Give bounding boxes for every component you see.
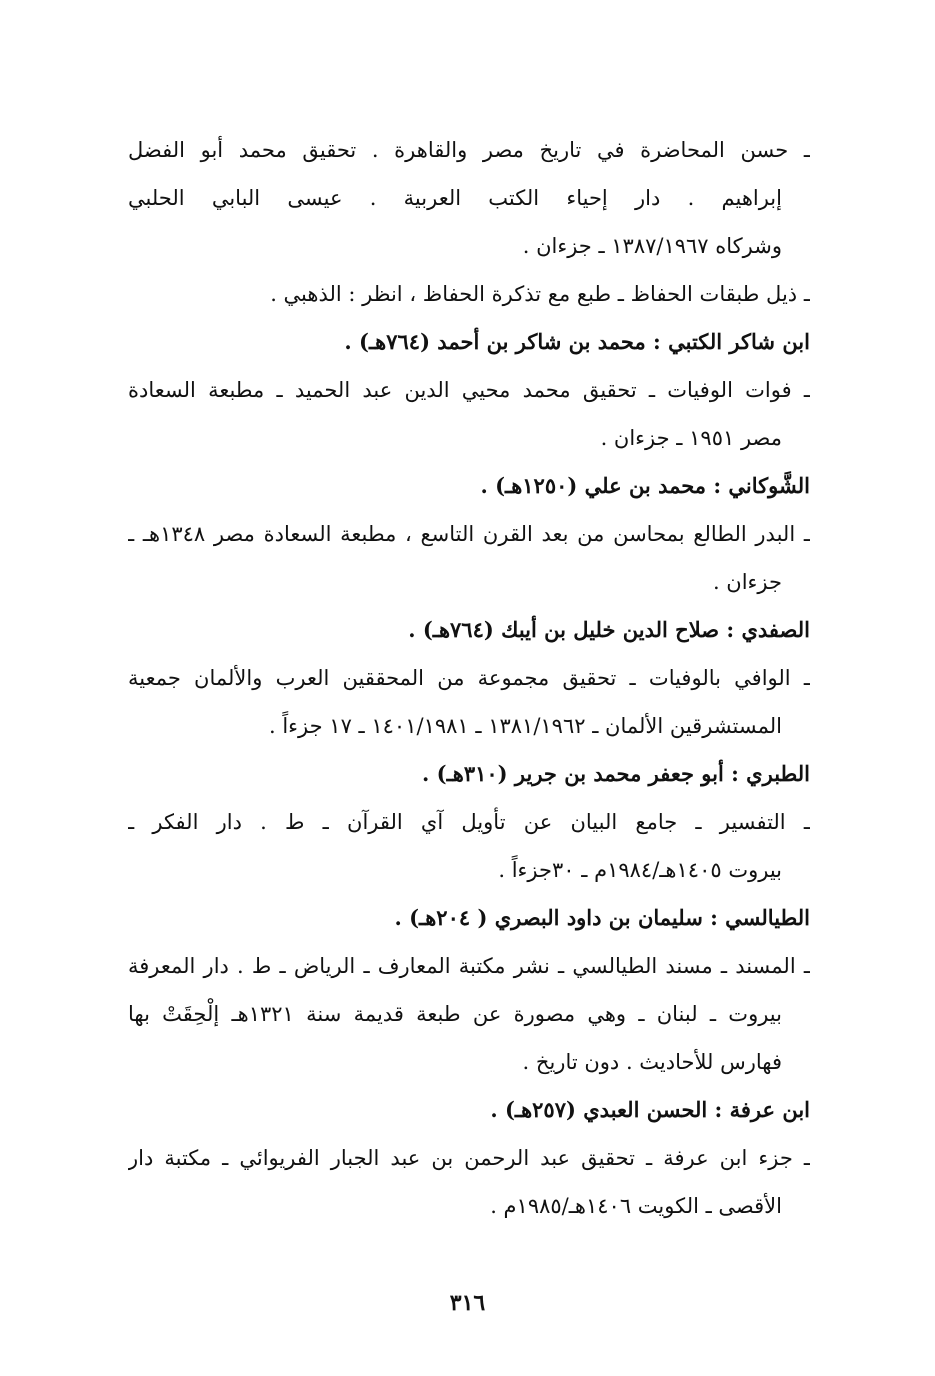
author-heading: ابن شاكر الكتبي : محمد بن شاكر بن أحمد (٧٦٤هـ) . (344, 329, 810, 354)
entry-line: ـ حسن المحاضرة في تاريخ مصر والقاهرة . تحقيق محمد أبو الفضل (128, 138, 810, 162)
bibliography-text (128, 126, 810, 1230)
entry-line: فهارس للأحاديث . دون تاريخ . (522, 1050, 782, 1074)
entry-line: ـ التفسير ـ جامع البيان عن تأويل آي القرآن ـ ط . دار الفكر ـ (128, 810, 810, 834)
author-heading: الطيالسي : سليمان بن داود البصري ( ٢٠٤هـ) . (394, 905, 810, 930)
author-heading: الطبري : أبو جعفر محمد بن جرير (٣١٠هـ) . (422, 761, 810, 786)
entry-line: ـ الوافي بالوفيات ـ تحقيق مجموعة من المحققين العرب والألمان جمعية (128, 666, 810, 690)
author-heading: الشَّوكاني : محمد بن علي (١٢٥٠هـ) . (480, 473, 810, 498)
entry-line: ـ فوات الوفيات ـ تحقيق محمد محيي الدين عبد الحميد ـ مطبعة السعادة (128, 378, 810, 402)
entry-line: المستشرقين الألمان ـ ١٣٨١/١٩٦٢ ـ ١٤٠١/١٩٨١ ـ ١٧ جزءاً . (268, 714, 782, 738)
entry-line: ـ البدر الطالع بمحاسن من بعد القرن التاسع ، مطبعة السعادة مصر ١٣٤٨هـ ـ (128, 522, 810, 546)
entry-line: ـ جزء ابن عرفة ـ تحقيق عبد الرحمن بن عبد الجبار الفريوائي ـ مكتبة دار (128, 1146, 810, 1170)
entry-line: ـ المسند ـ مسند الطيالسي ـ نشر مكتبة المعارف ـ الرياض ـ ط . دار المعرفة (128, 954, 810, 978)
entry-line: بيروت ١٤٠٥هـ/١٩٨٤م ـ ٣٠جزءاً . (498, 858, 782, 882)
entry-line: إبراهيم . دار إحياء الكتب العربية . عيسى البابي الحلبي (128, 186, 782, 210)
entry-line: بيروت ـ لبنان ـ وهي مصورة عن طبعة قديمة سنة ١٣٢١هـ إلْحِقَتْ بها (128, 1002, 782, 1026)
entry-line: الأقصى ـ الكويت ١٤٠٦هـ/١٩٨٥م . (490, 1194, 782, 1218)
entry-line: جزءان . (712, 570, 782, 594)
page-number: ٣١٦ (449, 1290, 486, 1316)
entry-line: مصر ١٩٥١ ـ جزءان . (600, 426, 782, 450)
entry-line: ـ ذيل طبقات الحفاظ ـ طبع مع تذكرة الحفاظ ، انظر : الذهبي . (270, 282, 810, 306)
author-heading: ابن عرفة : الحسن العبدي (٢٥٧هـ) . (490, 1097, 810, 1122)
author-heading: الصفدي : صلاح الدين خليل بن أيبك (٧٦٤هـ) . (408, 617, 810, 642)
entry-line: وشركاه ١٣٨٧/١٩٦٧ ـ جزءان . (522, 234, 782, 258)
